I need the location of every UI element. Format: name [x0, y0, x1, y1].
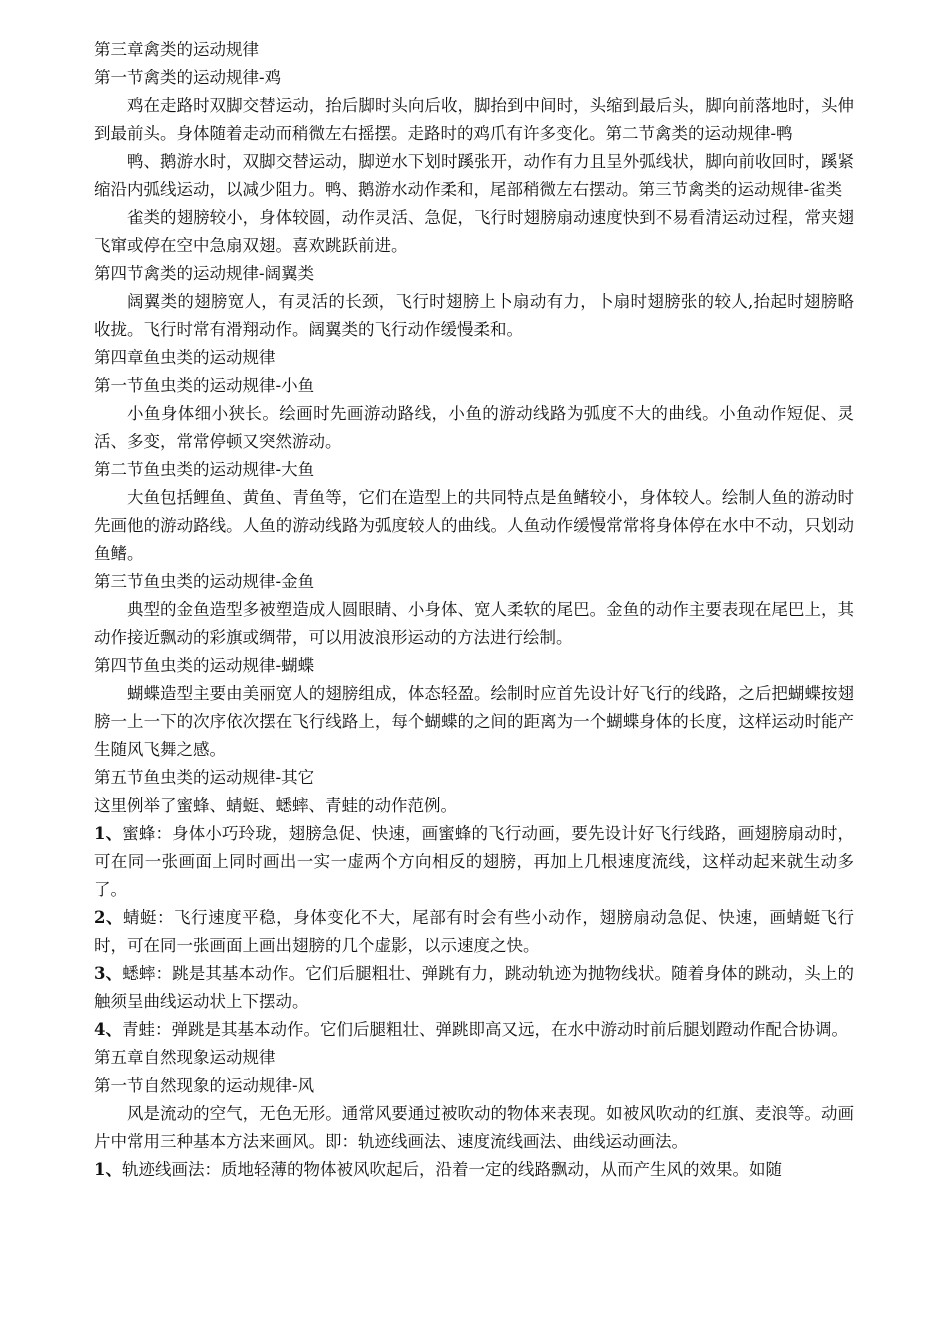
paragraph: 这里例举了蜜蜂、蜻蜓、蟋蟀、青蛙的动作范例。	[94, 796, 457, 815]
paragraph: 蝴蝶造型主要由美丽宽人的翅膀组成，体态轻盈。绘制时应首先设计好飞行的线路，之后把蝴蝶按翅膀一上一下的次序依次摆在飞行线路上，每个蝴蝶的之间的距离为一个蝴蝶身体的长度，这样运动时能产生随风飞舞之感。	[94, 684, 854, 759]
list-item	[94, 1016, 854, 1044]
list-item-text: 蜻蜓：飞行速度平稳，身体变化不大，尾部有时会有些小动作，翅膀扇动急促、快速，画蜻蜓飞行时，可在同一张画面上画出翅膀的几个虚影，以示速度之快。	[94, 908, 855, 955]
list-item-number: 1、	[94, 824, 123, 843]
list-item-text: 青蛙：弹跳是其基本动作。它们后腿粗壮、弹跳即高又远，在水中游动时前后腿划蹬动作配合协调。	[121, 1020, 848, 1039]
list-item-number: 4、	[94, 1020, 122, 1039]
paragraph: 风是流动的空气，无色无形。通常风要通过被吹动的物体来表现。如被风吹动的红旗、麦浪等。动画片中常用三种基本方法来画风。即：轨迹线画法、速度流线画法、曲线运动画法。	[94, 1104, 854, 1151]
section-heading: 第五节鱼虫类的运动规律-其它	[94, 768, 315, 787]
paragraph: 阔翼类的翅膀宽人，有灵活的长颈，飞行时翅膀上卜扇动有力，卜扇时翅膀张的较人,抬起时翅膀略收拢。飞行时常有滑翔动作。阔翼类的飞行动作缓慢柔和。	[94, 292, 854, 339]
paragraph: 鸡在走路时双脚交替运动，抬后脚时头向后收，脚抬到中间时，头缩到最后头，脚向前落地时，头伸到最前头。身体随着走动而稍微左右摇摆。走路时的鸡爪有许多变化。第二节禽类的运动规律-鸭	[94, 96, 854, 143]
section-heading: 第四节禽类的运动规律-阔翼类	[94, 264, 315, 283]
paragraph: 雀类的翅膀较小，身体较圆，动作灵活、急促，飞行时翅膀扇动速度快到不易看清运动过程，常夹翅飞窜或停在空中急扇双翅。喜欢跳跃前进。	[94, 208, 854, 255]
list-item-text: 蜜蜂：身体小巧玲珑，翅膀急促、快速，画蜜蜂的飞行动画，要先设计好飞行线路，画翅膀扇动时，可在同一张画面上同时画出一实一虚两个方向相反的翅膀，再加上几根速度流线，这样动起来就生动多了。	[94, 824, 854, 899]
paragraph: 小鱼身体细小狭长。绘画时先画游动路线，小鱼的游动线路为弧度不大的曲线。小鱼动作短促、灵活、多变，常常停顿又突然游动。	[94, 404, 854, 451]
chapter-heading: 第三章禽类的运动规律	[94, 40, 259, 59]
list-item-number: 1、	[94, 1160, 122, 1179]
section-heading: 第四节鱼虫类的运动规律-蝴蝶	[94, 656, 315, 675]
section-heading: 第一节鱼虫类的运动规律-小鱼	[94, 376, 315, 395]
paragraph: 典型的金鱼造型多被塑造成人圆眼睛、小身体、宽人柔软的尾巴。金鱼的动作主要表现在尾巴上，其动作接近飘动的彩旗或绸带，可以用波浪形运动的方法进行绘制。	[94, 600, 854, 647]
list-item	[94, 960, 854, 1016]
list-item-number: 2、	[94, 908, 124, 927]
section-heading: 第二节鱼虫类的运动规律-大鱼	[94, 460, 315, 479]
section-heading: 第一节自然现象的运动规律-风	[94, 1076, 315, 1095]
paragraph: 大鱼包括鲤鱼、黄鱼、青鱼等，它们在造型上的共同特点是鱼鳍较小，身体较人。绘制人鱼的游动时先画他的游动路线。人鱼的游动线路为弧度较人的曲线。人鱼动作缓慢常常将身体停在水中不动，只划动鱼鳍。	[94, 488, 854, 563]
list-item	[94, 1156, 854, 1184]
document-page	[94, 36, 854, 1184]
chapter-heading: 第五章自然现象运动规律	[94, 1048, 276, 1067]
section-heading: 第三节鱼虫类的运动规律-金鱼	[94, 572, 315, 591]
list-item	[94, 904, 854, 960]
chapter-heading: 第四章鱼虫类的运动规律	[94, 348, 276, 367]
section-heading: 第一节禽类的运动规律-鸡	[94, 68, 282, 87]
list-item-text: 蟋蟀：跳是其基本动作。它们后腿粗壮、弹跳有力，跳动轨迹为抛物线状。随着身体的跳动，头上的触须呈曲线运动状上下摆动。	[94, 964, 854, 1011]
list-item-text: 轨迹线画法：质地轻薄的物体被风吹起后，沿着一定的线路飘动，从而产生风的效果。如随	[121, 1160, 782, 1179]
list-item	[94, 820, 854, 904]
paragraph: 鸭、鹅游水时，双脚交替运动，脚逆水下划时蹊张开，动作有力且呈外弧线状，脚向前收回时，蹊紧缩沿内弧线运动，以减少阻力。鸭、鹅游水动作柔和，尾部稍微左右摆动。第三节禽类的运动规律-雀类	[94, 152, 854, 199]
list-item-number: 3、	[94, 964, 123, 983]
